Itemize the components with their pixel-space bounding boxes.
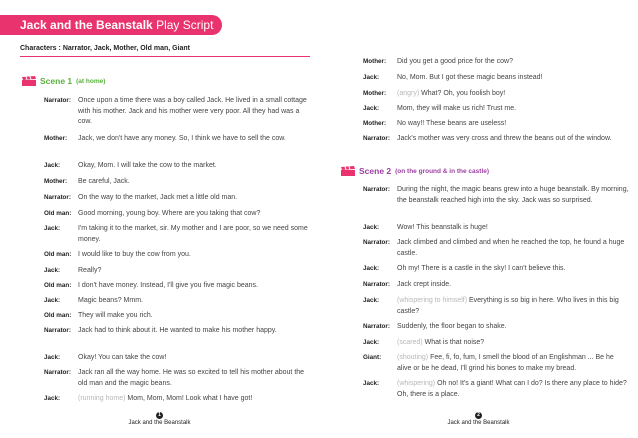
dialogue-text xyxy=(397,89,629,100)
line-text: Jack climbed and climbed and when he reached the top, he found a huge castle. xyxy=(397,239,625,257)
speaker-label: Old man: xyxy=(44,312,72,319)
dialogue-text xyxy=(397,73,629,84)
dialogue-line xyxy=(363,223,629,234)
footer-label: Jack and the Beanstalk xyxy=(128,420,191,426)
scene2-setting: (on the ground & in the castle) xyxy=(395,167,490,175)
speaker-label: Narrator: xyxy=(44,194,71,201)
dialogue-line xyxy=(363,104,629,115)
speaker-label: Narrator: xyxy=(363,135,390,142)
dialogue-line xyxy=(44,209,310,220)
speaker-label: Jack: xyxy=(363,224,380,231)
dialogue-text xyxy=(397,134,629,145)
dialogue-line xyxy=(44,266,310,277)
line-text: On the way to the market, Jack met a little old man. xyxy=(78,194,238,201)
dialogue-text xyxy=(397,338,629,349)
line-text: They will make you rich. xyxy=(78,312,153,319)
dialogue-text xyxy=(78,353,310,364)
line-text: Jack, we don't have any money. So, I think we have to sell the cow. xyxy=(78,135,286,142)
line-text: What? Oh, you foolish boy! xyxy=(421,90,506,97)
speaker-label: Narrator: xyxy=(363,186,390,193)
dialogue-line xyxy=(44,394,310,405)
speaker-label: Jack: xyxy=(44,395,61,402)
line-text: Jack's mother was very cross and threw the beans out of the window. xyxy=(397,135,612,142)
dialogue-text xyxy=(78,281,310,292)
title-sub: Play Script xyxy=(156,18,214,32)
page-number: 1 xyxy=(156,412,163,419)
dialogue-text xyxy=(78,134,310,145)
speaker-label: Narrator: xyxy=(44,97,71,104)
characters-label: Characters : xyxy=(20,45,61,52)
line-text: Did you get a good price for the cow? xyxy=(397,58,513,65)
dialogue-text xyxy=(78,368,310,389)
speaker-label: Mother: xyxy=(363,58,387,65)
clapperboard-icon xyxy=(22,76,36,86)
dialogue-text xyxy=(78,209,310,220)
speaker-label: Old man: xyxy=(44,210,72,217)
scene1-setting: (at home) xyxy=(76,77,106,85)
characters-divider xyxy=(20,56,310,57)
line-text: During the night, the magic beans grew into a huge beanstalk. By morning, the beanstalk reached high into the sky. Jack was so surprised. xyxy=(397,186,629,204)
dialogue-line xyxy=(363,280,629,291)
dialogue-line xyxy=(363,119,629,130)
line-text: Fee, fi, fo, fum, I smell the blood of an Englishman ... Be he alive or be he dead, I'll grind his bones to make my bread. xyxy=(397,354,614,372)
speaker-label: Mother: xyxy=(44,178,68,185)
speaker-label: Mother: xyxy=(363,120,387,127)
speaker-label: Jack: xyxy=(44,297,61,304)
line-text: Everything is so big in here. Who lives in this big castle? xyxy=(397,297,619,315)
line-text: Jack crept inside. xyxy=(397,281,452,288)
dialogue-text xyxy=(397,280,629,291)
stage-direction: (scared) xyxy=(397,339,423,346)
line-text: Okay! You can take the cow! xyxy=(78,354,167,361)
dialogue-line xyxy=(363,73,629,84)
speaker-label: Jack: xyxy=(44,354,61,361)
speaker-label: Narrator: xyxy=(363,281,390,288)
speaker-label: Jack: xyxy=(363,339,380,346)
speaker-label: Narrator: xyxy=(363,239,390,246)
speaker-label: Old man: xyxy=(44,251,72,258)
scene1-heading xyxy=(22,76,105,86)
dialogue-line xyxy=(363,238,629,259)
dialogue-text xyxy=(397,223,629,234)
left-footer xyxy=(0,412,319,426)
dialogue-line xyxy=(44,281,310,292)
line-text: Magic beans? Mmm. xyxy=(78,297,143,304)
page-number: 2 xyxy=(475,412,482,419)
line-text: Mom, Mom, Mom! Look what I have got! xyxy=(127,395,253,402)
line-text: No way!! These beans are useless! xyxy=(397,120,507,127)
characters-line xyxy=(20,45,190,52)
dialogue-line xyxy=(44,161,310,172)
dialogue-line xyxy=(44,177,310,188)
dialogue-line xyxy=(44,193,310,204)
scene2-title: Scene 2 xyxy=(359,166,392,176)
line-text: I would like to buy the cow from you. xyxy=(78,251,191,258)
line-text: No, Mom. But I got these magic beans instead! xyxy=(397,74,543,81)
dialogue-text xyxy=(397,379,629,400)
speaker-label: Jack: xyxy=(363,380,380,387)
clapperboard-icon xyxy=(341,166,355,176)
line-text: I'm taking it to the market, sir. My mother and I are poor, so we need some money. xyxy=(78,225,308,243)
speaker-label: Jack: xyxy=(363,105,380,112)
dialogue-text xyxy=(78,224,310,245)
stage-direction: (angry) xyxy=(397,90,420,97)
dialogue-text xyxy=(78,394,310,405)
dialogue-line xyxy=(363,264,629,275)
dialogue-line xyxy=(363,185,629,206)
speaker-label: Jack: xyxy=(363,265,380,272)
dialogue-text xyxy=(397,185,629,206)
line-text: Oh my! There is a castle in the sky! I can't believe this. xyxy=(397,265,566,272)
dialogue-text xyxy=(397,264,629,275)
speaker-label: Mother: xyxy=(363,90,387,97)
stage-direction: (whispering to himself) xyxy=(397,297,468,304)
dialogue-text xyxy=(78,177,310,188)
scene2-heading xyxy=(341,166,489,176)
dialogue-line xyxy=(44,296,310,307)
title-main: Jack and the Beanstalk xyxy=(20,18,153,32)
dialogue-line xyxy=(44,353,310,364)
speaker-label: Narrator: xyxy=(363,323,390,330)
right-footer xyxy=(319,412,638,426)
stage-direction: (shouting) xyxy=(397,354,429,361)
dialogue-line xyxy=(363,379,629,400)
dialogue-line xyxy=(363,134,629,145)
line-text: Jack ran all the way home. He was so excited to tell his mother about the old man and the magic beans. xyxy=(78,369,305,387)
dialogue-line xyxy=(363,89,629,100)
line-text: Be careful, Jack. xyxy=(78,178,130,185)
footer-label: Jack and the Beanstalk xyxy=(447,420,510,426)
dialogue-line xyxy=(44,134,310,145)
speaker-label: Jack: xyxy=(363,74,380,81)
line-text: What is that noise? xyxy=(424,339,485,346)
dialogue-line xyxy=(44,250,310,261)
scene1-title: Scene 1 xyxy=(40,76,73,86)
dialogue-text xyxy=(78,96,310,128)
speaker-label: Mother: xyxy=(44,135,68,142)
dialogue-text xyxy=(397,119,629,130)
speaker-label: Jack: xyxy=(44,267,61,274)
dialogue-line xyxy=(363,57,629,68)
line-text: Good morning, young boy. Where are you taking that cow? xyxy=(78,210,261,217)
dialogue-text xyxy=(397,238,629,259)
line-text: Wow! This beanstalk is huge! xyxy=(397,224,488,231)
dialogue-text xyxy=(397,322,629,333)
line-text: Suddenly, the floor began to shake. xyxy=(397,323,507,330)
dialogue-text xyxy=(78,193,310,204)
characters-list: Narrator, Jack, Mother, Old man, Giant xyxy=(62,45,191,52)
line-text: Okay, Mom. I will take the cow to the market. xyxy=(78,162,217,169)
dialogue-line xyxy=(363,296,629,317)
dialogue-line xyxy=(44,326,310,337)
line-text: Once upon a time there was a boy called Jack. He lived in a small cottage with his mother. Jack and his mother were very poor. All they had was a cow. xyxy=(78,97,307,125)
line-text: Jack had to think about it. He wanted to make his mother happy. xyxy=(78,327,277,334)
line-text: Really? xyxy=(78,267,102,274)
speaker-label: Giant: xyxy=(363,354,382,361)
dialogue-text xyxy=(78,296,310,307)
dialogue-text xyxy=(78,266,310,277)
line-text: I don't have money. Instead, I'll give you five magic beans. xyxy=(78,282,258,289)
speaker-label: Jack: xyxy=(44,162,61,169)
stage-direction: (whispering) xyxy=(397,380,436,387)
dialogue-text xyxy=(397,296,629,317)
line-text: Mom, they will make us rich! Trust me. xyxy=(397,105,517,112)
right-page xyxy=(319,0,638,438)
dialogue-text xyxy=(78,326,310,337)
stage-direction: (running home) xyxy=(78,395,126,402)
line-text: Oh no! It's a giant! What can I do? Is there any place to hide? Oh, there is a place. xyxy=(397,380,627,398)
speaker-label: Jack: xyxy=(44,225,61,232)
dialogue-line xyxy=(44,224,310,245)
dialogue-text xyxy=(78,161,310,172)
dialogue-line xyxy=(44,368,310,389)
title-banner xyxy=(0,15,222,35)
dialogue-line xyxy=(44,311,310,322)
dialogue-text xyxy=(397,104,629,115)
speaker-label: Narrator: xyxy=(44,369,71,376)
dialogue-line xyxy=(44,96,310,128)
dialogue-text xyxy=(397,57,629,68)
dialogue-text xyxy=(78,250,310,261)
speaker-label: Narrator: xyxy=(44,327,71,334)
dialogue-line xyxy=(363,338,629,349)
speaker-label: Jack: xyxy=(363,297,380,304)
dialogue-line xyxy=(363,353,629,374)
dialogue-text xyxy=(397,353,629,374)
dialogue-line xyxy=(363,322,629,333)
speaker-label: Old man: xyxy=(44,282,72,289)
dialogue-text xyxy=(78,311,310,322)
